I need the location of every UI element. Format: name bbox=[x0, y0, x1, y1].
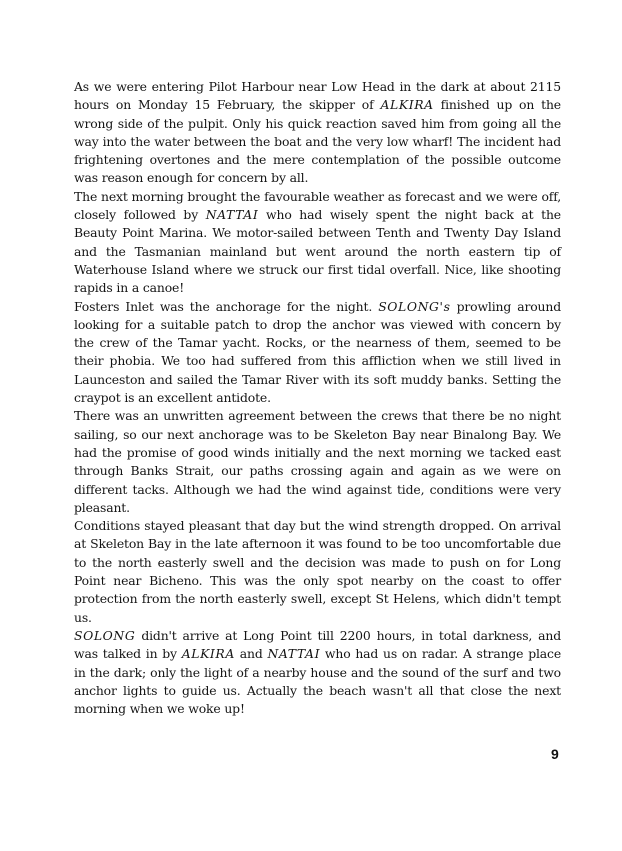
boat-name: NATTAI bbox=[267, 646, 321, 662]
boat-name: SOLONG's bbox=[378, 298, 451, 314]
paragraph bbox=[74, 298, 561, 408]
paragraph bbox=[74, 407, 561, 517]
page-number: 9 bbox=[551, 746, 559, 762]
text-run: who had wisely spent the night back at the Beauty Point Marina. We motor-sailed between Tenth and Twenty Day Island and the Tasmanian mainland but went around the north eastern tip of Waterhouse Island where we struck our first tidal overfall. Nice, like shooting rapids in a canoe! bbox=[74, 207, 561, 296]
paragraph bbox=[74, 627, 561, 718]
text-run: didn't arrive at Long Point till 2200 hours, in total darkness, and was talked in by bbox=[74, 627, 561, 662]
text-run: finished up on the wrong side of the pulpit. Only his quick reaction saved him from going all the way into the water between the boat and the very low wharf! The incident had frightening overtones and the mere contemplation of the possible outcome was reason enough for concern by all. bbox=[74, 97, 561, 186]
text-run: The next morning brought the favourable weather as forecast and we were off, closely followed by bbox=[74, 188, 561, 223]
text-run: There was an unwritten agreement between the crews that there be no night sailing, so our next anchorage was to be Skeleton Bay near Binalong Bay. We had the promise of good winds initially and the next morning we tacked east through Banks Strait, our paths crossing again and again as we were on different tacks. Although we had the wind against tide, conditions were very pleasant. bbox=[74, 408, 561, 515]
text-run: and bbox=[234, 646, 268, 662]
paragraph bbox=[74, 188, 561, 298]
boat-name: ALKIRA bbox=[181, 646, 235, 662]
boat-name: NATTAI bbox=[205, 207, 259, 223]
boat-name: ALKIRA bbox=[380, 97, 434, 113]
text-run: who had us on radar. A strange place in the dark; only the light of a nearby house and the sound of the surf and two anchor lights to guide us. Actually the beach wasn't all that close the next morning when we woke up! bbox=[74, 646, 561, 717]
paragraph bbox=[74, 517, 561, 627]
text-run: Conditions stayed pleasant that day but the wind strength dropped. On arrival at Skeleton Bay in the late afternoon it was found to be too uncomfortable due to the north easterly swell and the decision was made to push on for Long Point near Bicheno. This was the only spot nearby on the coast to offer protection from the north easterly swell, except St Helens, which didn't tempt us. bbox=[74, 518, 561, 625]
text-run: As we were entering Pilot Harbour near Low Head in the dark at about 2115 hours on Monday 15 February, the skipper of bbox=[74, 79, 561, 113]
boat-name: SOLONG bbox=[74, 627, 136, 643]
text-run: prowling around looking for a suitable patch to drop the anchor was viewed with concern by the crew of the Tamar yacht. Rocks, or the nearness of them, seemed to be their phobia. We too had suffered from this affliction when we still lived in Launceston and sailed the Tamar River with its soft muddy banks. Setting the craypot is an excellent antidote. bbox=[74, 298, 561, 406]
article-body bbox=[74, 78, 561, 718]
paragraph bbox=[74, 78, 561, 188]
text-run: Fosters Inlet was the anchorage for the night. bbox=[74, 298, 379, 314]
